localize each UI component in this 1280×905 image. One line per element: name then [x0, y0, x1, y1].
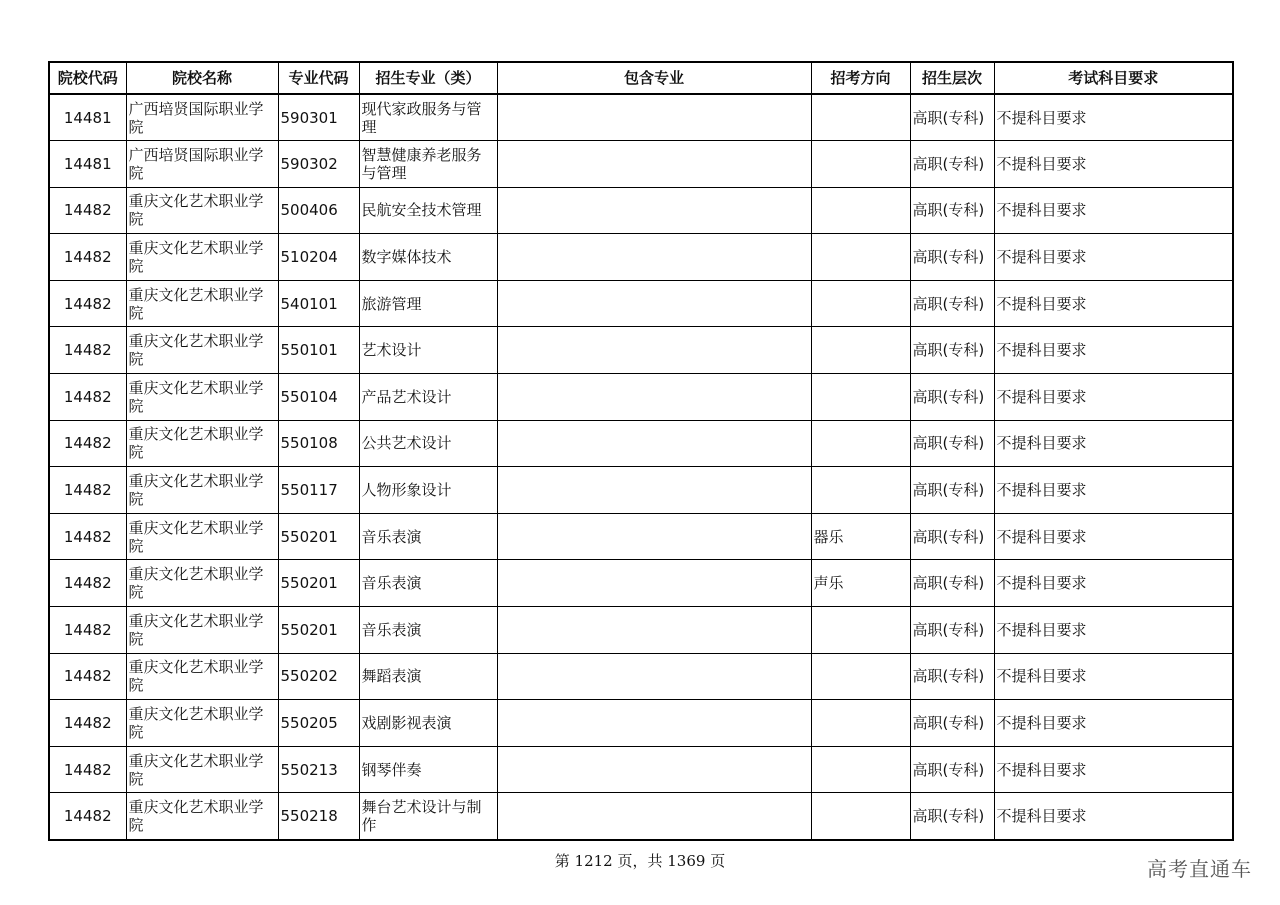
- subject-requirement-cell: 不提科目要求: [994, 234, 1233, 281]
- school-name-cell: 重庆文化艺术职业学院: [126, 234, 278, 281]
- school-code-cell: 14482: [49, 793, 126, 840]
- included-majors-cell: [497, 793, 811, 840]
- major-cell: 民航安全技术管理: [359, 187, 497, 234]
- included-majors-cell: [497, 560, 811, 607]
- school-code-cell: 14481: [49, 141, 126, 188]
- school-name-cell: 广西培贤国际职业学院: [126, 141, 278, 188]
- exam-direction-cell: [811, 793, 910, 840]
- school-name-cell: 重庆文化艺术职业学院: [126, 187, 278, 234]
- exam-direction-cell: [811, 234, 910, 281]
- major-code-cell: 590301: [278, 94, 359, 141]
- header-exam-direction: 招考方向: [811, 62, 910, 94]
- header-major-code: 专业代码: [278, 62, 359, 94]
- major-code-cell: 590302: [278, 141, 359, 188]
- table-row: [49, 327, 1233, 374]
- included-majors-cell: [497, 700, 811, 747]
- table-row: [49, 513, 1233, 560]
- exam-direction-cell: [811, 420, 910, 467]
- school-name-cell: 重庆文化艺术职业学院: [126, 374, 278, 421]
- school-code-cell: 14482: [49, 746, 126, 793]
- subject-requirement-cell: 不提科目要求: [994, 607, 1233, 654]
- major-cell: 艺术设计: [359, 327, 497, 374]
- exam-direction-cell: [811, 94, 910, 141]
- level-cell: 高职(专科): [910, 234, 994, 281]
- major-code-cell: 550205: [278, 700, 359, 747]
- school-code-cell: 14482: [49, 700, 126, 747]
- included-majors-cell: [497, 280, 811, 327]
- level-cell: 高职(专科): [910, 420, 994, 467]
- exam-direction-cell: [811, 653, 910, 700]
- major-cell: 人物形象设计: [359, 467, 497, 514]
- table-row: [49, 234, 1233, 281]
- school-name-cell: 重庆文化艺术职业学院: [126, 420, 278, 467]
- major-code-cell: 550213: [278, 746, 359, 793]
- school-name-cell: 重庆文化艺术职业学院: [126, 746, 278, 793]
- school-code-cell: 14482: [49, 187, 126, 234]
- table-row: [49, 187, 1233, 234]
- table-row: [49, 793, 1233, 840]
- exam-direction-cell: [811, 746, 910, 793]
- major-cell: 音乐表演: [359, 513, 497, 560]
- exam-direction-cell: [811, 187, 910, 234]
- exam-direction-cell: 器乐: [811, 513, 910, 560]
- subject-requirement-cell: 不提科目要求: [994, 420, 1233, 467]
- major-cell: 舞台艺术设计与制作: [359, 793, 497, 840]
- major-code-cell: 510204: [278, 234, 359, 281]
- exam-direction-cell: [811, 141, 910, 188]
- exam-direction-cell: [811, 327, 910, 374]
- table-row: [49, 653, 1233, 700]
- major-cell: 智慧健康养老服务与管理: [359, 141, 497, 188]
- school-code-cell: 14482: [49, 560, 126, 607]
- school-name-cell: 重庆文化艺术职业学院: [126, 700, 278, 747]
- major-code-cell: 550201: [278, 513, 359, 560]
- school-code-cell: 14482: [49, 653, 126, 700]
- header-school-name: 院校名称: [126, 62, 278, 94]
- level-cell: 高职(专科): [910, 280, 994, 327]
- school-name-cell: 广西培贤国际职业学院: [126, 94, 278, 141]
- included-majors-cell: [497, 141, 811, 188]
- included-majors-cell: [497, 746, 811, 793]
- exam-direction-cell: [811, 280, 910, 327]
- table-row: [49, 420, 1233, 467]
- major-code-cell: 550218: [278, 793, 359, 840]
- school-name-cell: 重庆文化艺术职业学院: [126, 653, 278, 700]
- included-majors-cell: [497, 467, 811, 514]
- table-row: [49, 607, 1233, 654]
- included-majors-cell: [497, 420, 811, 467]
- major-code-cell: 540101: [278, 280, 359, 327]
- exam-direction-cell: [811, 467, 910, 514]
- subject-requirement-cell: 不提科目要求: [994, 94, 1233, 141]
- table-row: [49, 560, 1233, 607]
- level-cell: 高职(专科): [910, 607, 994, 654]
- school-code-cell: 14482: [49, 327, 126, 374]
- page-number: 第 1212 页，共 1369 页: [554, 852, 726, 870]
- exam-direction-cell: [811, 700, 910, 747]
- school-code-cell: 14482: [49, 467, 126, 514]
- level-cell: 高职(专科): [910, 653, 994, 700]
- subject-requirement-cell: 不提科目要求: [994, 513, 1233, 560]
- subject-requirement-cell: 不提科目要求: [994, 280, 1233, 327]
- level-cell: 高职(专科): [910, 187, 994, 234]
- level-cell: 高职(专科): [910, 374, 994, 421]
- subject-requirement-cell: 不提科目要求: [994, 793, 1233, 840]
- major-code-cell: 550101: [278, 327, 359, 374]
- major-code-cell: 550104: [278, 374, 359, 421]
- subject-requirement-cell: 不提科目要求: [994, 746, 1233, 793]
- subject-requirement-cell: 不提科目要求: [994, 374, 1233, 421]
- major-code-cell: 550108: [278, 420, 359, 467]
- included-majors-cell: [497, 94, 811, 141]
- major-code-cell: 550201: [278, 560, 359, 607]
- admissions-table: [48, 61, 1234, 841]
- school-code-cell: 14482: [49, 420, 126, 467]
- school-name-cell: 重庆文化艺术职业学院: [126, 793, 278, 840]
- header-subject-requirement: 考试科目要求: [994, 62, 1233, 94]
- header-school-code: 院校代码: [49, 62, 126, 94]
- table-row: [49, 280, 1233, 327]
- subject-requirement-cell: 不提科目要求: [994, 141, 1233, 188]
- included-majors-cell: [497, 653, 811, 700]
- exam-direction-cell: [811, 374, 910, 421]
- school-code-cell: 14482: [49, 280, 126, 327]
- major-cell: 音乐表演: [359, 607, 497, 654]
- school-name-cell: 重庆文化艺术职业学院: [126, 327, 278, 374]
- table-row: [49, 467, 1233, 514]
- subject-requirement-cell: 不提科目要求: [994, 700, 1233, 747]
- level-cell: 高职(专科): [910, 700, 994, 747]
- header-major: 招生专业（类）: [359, 62, 497, 94]
- included-majors-cell: [497, 234, 811, 281]
- major-cell: 公共艺术设计: [359, 420, 497, 467]
- school-name-cell: 重庆文化艺术职业学院: [126, 467, 278, 514]
- table-row: [49, 94, 1233, 141]
- school-name-cell: 重庆文化艺术职业学院: [126, 280, 278, 327]
- major-code-cell: 550202: [278, 653, 359, 700]
- header-row: [49, 62, 1233, 94]
- level-cell: 高职(专科): [910, 746, 994, 793]
- level-cell: 高职(专科): [910, 327, 994, 374]
- major-cell: 戏剧影视表演: [359, 700, 497, 747]
- level-cell: 高职(专科): [910, 560, 994, 607]
- major-code-cell: 550201: [278, 607, 359, 654]
- table-row: [49, 746, 1233, 793]
- school-name-cell: 重庆文化艺术职业学院: [126, 607, 278, 654]
- major-cell: 舞蹈表演: [359, 653, 497, 700]
- subject-requirement-cell: 不提科目要求: [994, 560, 1233, 607]
- subject-requirement-cell: 不提科目要求: [994, 653, 1233, 700]
- subject-requirement-cell: 不提科目要求: [994, 327, 1233, 374]
- included-majors-cell: [497, 327, 811, 374]
- major-cell: 音乐表演: [359, 560, 497, 607]
- major-code-cell: 500406: [278, 187, 359, 234]
- school-name-cell: 重庆文化艺术职业学院: [126, 560, 278, 607]
- major-code-cell: 550117: [278, 467, 359, 514]
- school-name-cell: 重庆文化艺术职业学院: [126, 513, 278, 560]
- level-cell: 高职(专科): [910, 467, 994, 514]
- subject-requirement-cell: 不提科目要求: [994, 467, 1233, 514]
- exam-direction-cell: 声乐: [811, 560, 910, 607]
- school-code-cell: 14482: [49, 374, 126, 421]
- header-level: 招生层次: [910, 62, 994, 94]
- major-cell: 钢琴伴奏: [359, 746, 497, 793]
- exam-direction-cell: [811, 607, 910, 654]
- level-cell: 高职(专科): [910, 513, 994, 560]
- included-majors-cell: [497, 187, 811, 234]
- table-row: [49, 700, 1233, 747]
- level-cell: 高职(专科): [910, 94, 994, 141]
- table-row: [49, 141, 1233, 188]
- school-code-cell: 14482: [49, 513, 126, 560]
- major-cell: 数字媒体技术: [359, 234, 497, 281]
- major-cell: 产品艺术设计: [359, 374, 497, 421]
- watermark: 高考直通车: [1147, 857, 1252, 881]
- included-majors-cell: [497, 513, 811, 560]
- school-code-cell: 14481: [49, 94, 126, 141]
- table-row: [49, 374, 1233, 421]
- major-cell: 旅游管理: [359, 280, 497, 327]
- header-included-majors: 包含专业: [497, 62, 811, 94]
- subject-requirement-cell: 不提科目要求: [994, 187, 1233, 234]
- school-code-cell: 14482: [49, 234, 126, 281]
- school-code-cell: 14482: [49, 607, 126, 654]
- included-majors-cell: [497, 607, 811, 654]
- table-body: [49, 94, 1233, 840]
- level-cell: 高职(专科): [910, 141, 994, 188]
- level-cell: 高职(专科): [910, 793, 994, 840]
- included-majors-cell: [497, 374, 811, 421]
- major-cell: 现代家政服务与管理: [359, 94, 497, 141]
